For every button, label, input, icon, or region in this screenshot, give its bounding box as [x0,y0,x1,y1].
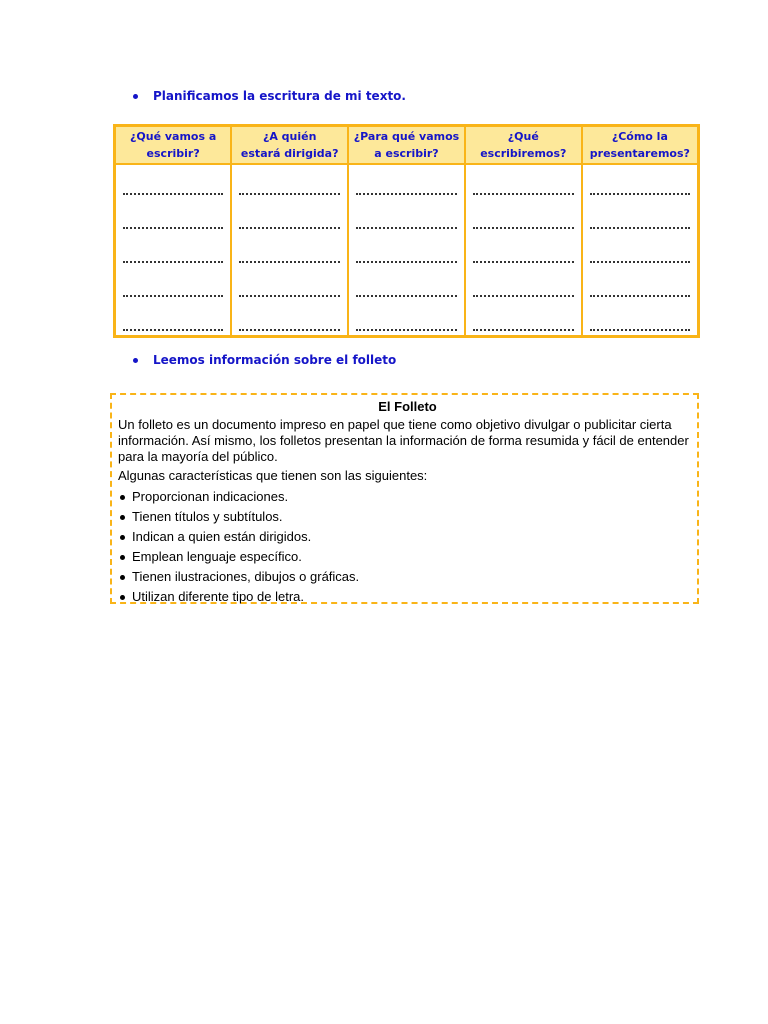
header-line: presentaremos? [589,147,690,160]
bullet-icon [120,535,125,540]
dotted-answer-line [590,192,690,195]
list-item [118,507,697,527]
dotted-answer-line [473,328,574,331]
dotted-answer-line [239,328,340,331]
planning-table [113,124,700,338]
answer-cell[interactable] [115,267,232,301]
answer-cell[interactable] [115,233,232,267]
column-header-que-escribiremos [465,126,582,165]
answer-cell[interactable] [348,199,465,233]
dotted-answer-line [473,226,574,229]
table-body [115,164,699,337]
bullet-icon [120,495,125,500]
list-item-text: Tienen títulos y subtítulos. [132,509,283,524]
bullet-icon [120,575,125,580]
column-header-para-que [348,126,465,165]
table-row [115,267,699,301]
header-line: escribiremos? [480,147,567,160]
answer-cell[interactable] [231,267,348,301]
list-item-text: Emplean lenguaje específico. [132,549,302,564]
answer-cell[interactable] [582,199,699,233]
table-row [115,199,699,233]
dotted-answer-line [239,192,340,195]
answer-cell[interactable] [465,233,582,267]
dotted-answer-line [473,294,574,297]
dotted-answer-line [239,294,340,297]
dotted-answer-line [356,192,457,195]
answer-cell[interactable] [582,267,699,301]
dotted-answer-line [356,260,457,263]
list-item-text: Tienen ilustraciones, dibujos o gráficas. [132,569,360,584]
table-header-row [115,126,699,165]
bullet-icon [120,515,125,520]
header-line: ¿Cómo la [611,130,668,143]
answer-cell[interactable] [348,164,465,199]
answer-cell[interactable] [465,267,582,301]
folleto-info-box [110,393,699,604]
dotted-answer-line [239,260,340,263]
answer-cell[interactable] [348,233,465,267]
dotted-answer-line [356,328,457,331]
dotted-answer-line [123,192,223,195]
header-line: escribir? [146,147,200,160]
bullet-icon [120,595,125,600]
header-line: estará dirigida? [240,147,339,160]
list-item [118,547,697,567]
list-item [118,567,697,587]
answer-cell[interactable] [115,164,232,199]
dotted-answer-line [473,192,574,195]
answer-cell[interactable] [115,199,232,233]
answer-cell[interactable] [465,164,582,199]
dotted-answer-line [239,226,340,229]
header-line: ¿A quién [262,130,317,143]
list-item [118,587,697,607]
answer-cell[interactable] [465,199,582,233]
dotted-answer-line [356,294,457,297]
section-heading-plan-text: Planificamos la escritura de mi texto. [153,89,406,103]
answer-cell[interactable] [582,164,699,199]
header-line: ¿Qué [507,130,539,143]
info-paragraph-intro: Algunas características que tienen son las siguientes: [118,468,428,483]
answer-cell[interactable] [582,233,699,267]
dotted-answer-line [123,328,223,331]
table-row [115,301,699,337]
dotted-answer-line [473,260,574,263]
info-paragraph-definition: Un folleto es un documento impreso en papel que tiene como objetivo divulgar o publicitar cierta información. Así mismo, los folletos presentan la información de forma resumida y fácil de entender para la mayoría del público. [118,417,689,464]
header-line: ¿Qué vamos a [130,130,217,143]
section-heading-read [133,353,396,367]
table-row [115,164,699,199]
list-item [118,527,697,547]
answer-cell[interactable] [582,301,699,337]
answer-cell[interactable] [231,301,348,337]
answer-cell[interactable] [348,267,465,301]
answer-cell[interactable] [348,301,465,337]
column-header-como-presentaremos [582,126,699,165]
bullet-icon [133,358,138,363]
answer-cell[interactable] [465,301,582,337]
dotted-answer-line [590,294,690,297]
bullet-icon [133,94,138,99]
answer-cell[interactable] [231,233,348,267]
section-heading-plan [133,89,406,103]
table-row [115,233,699,267]
characteristics-list [118,487,697,607]
dotted-answer-line [356,226,457,229]
header-line: ¿Para qué vamos [353,130,460,143]
list-item [118,487,697,507]
dotted-answer-line [123,226,223,229]
header-line: a escribir? [374,147,439,160]
dotted-answer-line [590,260,690,263]
dotted-answer-line [590,226,690,229]
list-item-text: Utilizan diferente tipo de letra. [132,589,304,604]
section-heading-read-text: Leemos información sobre el folleto [153,353,397,367]
column-header-que-escribir [115,126,232,165]
answer-cell[interactable] [115,301,232,337]
list-item-text: Proporcionan indicaciones. [132,489,289,504]
list-item-text: Indican a quien están dirigidos. [132,529,312,544]
bullet-icon [120,555,125,560]
dotted-answer-line [590,328,690,331]
answer-cell[interactable] [231,164,348,199]
dotted-answer-line [123,294,223,297]
info-box-title: El Folleto [378,399,437,414]
answer-cell[interactable] [231,199,348,233]
dotted-answer-line [123,260,223,263]
column-header-a-quien [231,126,348,165]
